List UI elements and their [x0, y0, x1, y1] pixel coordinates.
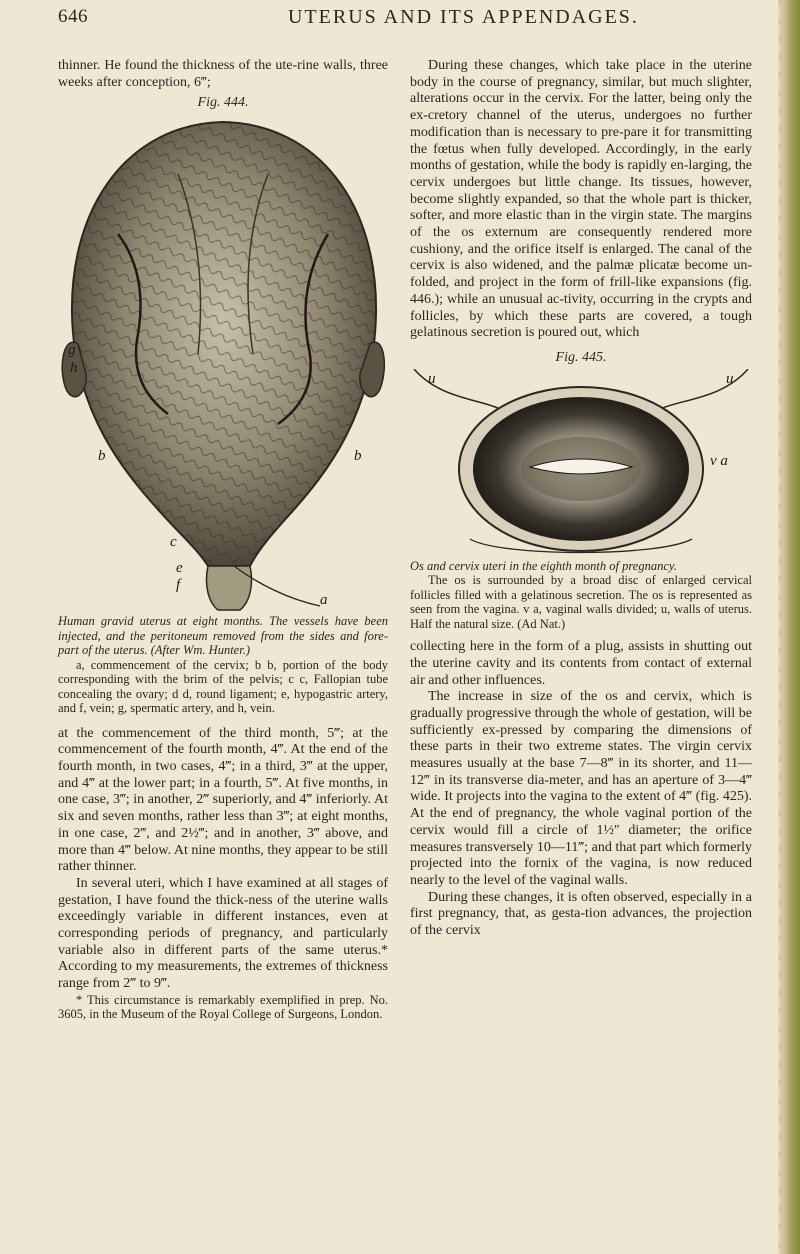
- figure-444-caption: Human gravid uterus at eight months. The vessels have been injected, and the peritoneum removed from the sides and fore-part of the uterus. (After Wm. Hunter.): [58, 614, 388, 658]
- intro-text: thinner. He found the thickness of the ute-rine walls, three weeks after conception, 6‴;: [58, 58, 388, 90]
- figure-445-os-cervix: [410, 369, 752, 559]
- figure-444-legend: a, commencement of the cervix; b b, portion of the body corresponding with the brim of the pelvis; c c, Fallopian tube concealing the ovary; d d, round ligament; e, hypogastric artery, and f, vein; g, spermatic artery, and h, vein.: [58, 657, 388, 716]
- running-head: UTERUS AND ITS APPENDAGES.: [288, 6, 639, 28]
- figure-444-label: Fig. 444.: [197, 95, 249, 111]
- right-paragraph-2: collecting here in the form of a plug, assists in shutting out the uterine cavity and its contents from contact of external air and other influences.: [410, 639, 752, 688]
- figure-445-legend: The os is surrounded by a broad disc of enlarged cervical follicles filled with a gelatinous secretion. The os is represented as seen from the vagina. v a, vaginal walls divided; u, walls of uterus. Half the natural size. (Ad Nat.): [410, 573, 752, 631]
- fig-letter-u-left: u: [428, 370, 436, 387]
- fig-letter-b-left: b: [98, 448, 106, 465]
- fig-letter-va: v a: [710, 452, 728, 469]
- page-edge-shadow: [778, 0, 800, 1254]
- figure-445-caption: Os and cervix uteri in the eighth month of pregnancy.: [410, 558, 677, 573]
- right-paragraph-3: The increase in size of the os and cervix, which is gradually progressive through the whole of gestation, will be sufficiently ex-pressed by comparing the dimensions of these parts in their two extreme states. The virgin cervix measures usually at the base 7—8‴ in its shorter, and 11—12‴ in its transverse dia-meter, and has an aperture of 3—4‴ wide. It projects into the vagina to the extent of 4‴ (fig. 425). At the end of pregnancy, the whole vaginal portion of the cervix would fill a circle of 1½″ diameter; the orifice measures transversely 10—11‴; and that part which formerly projected into the fornix of the vagina, is now reduced nearly to the level of the vaginal walls.: [410, 689, 752, 888]
- right-paragraph-4: During these changes, it is often observed, especially in a first pregnancy, that, as gesta-tion advances, the projection of the cervix: [410, 889, 752, 939]
- figure-445-label: Fig. 445.: [555, 349, 607, 365]
- fig-letter-u-right: u: [726, 370, 734, 387]
- fig-letter-c: c: [170, 534, 177, 551]
- fig-letter-h: h: [70, 360, 78, 377]
- figure-444-gravid-uterus: [58, 114, 388, 614]
- page-header: [58, 6, 758, 34]
- fig-letter-a: a: [320, 592, 328, 609]
- footnote: * This circumstance is remarkably exemplified in prep. No. 3605, in the Museum of the Royal College of Surgeons, London.: [58, 992, 388, 1022]
- fig-letter-e: e: [176, 560, 183, 577]
- left-column: [58, 58, 388, 1022]
- left-paragraph-2: In several uteri, which I have examined at all stages of gestation, I have found the thick-ness of the uterine walls exceedingly variable in different instances, even at corresponding periods of pregnancy, and particularly variable also in different parts of the same uterus.* According to my measurements, the extremes of thickness range from 2‴ to 9‴.: [58, 875, 388, 992]
- fig-letter-f: f: [176, 577, 181, 594]
- gravid-uterus-engraving: [58, 114, 388, 614]
- right-paragraph-1: During these changes, which take place in the uterine body in the course of pregnancy, similar, but much slighter, alterations occur in the cervix. For the latter, being only the ex-cretory channel of the uterus, undergoes no further modification than is necessary to pre-pare it for transmitting the fœtus when fully developed. Accordingly, in the early months of gestation, while the body is rapidly en-larging, the cervix undergoes but little change. Its tissues, however, become slightly expanded, so that the whole part is thicker, softer, and more elastic than in the virgin state. The margins of the os externum are consequently rendered more cushiony, and the orifice itself is enlarged. The canal of the cervix is also widened, and the palmæ plicatæ become un-folded, and project in the form of frill-like expansions (fig. 446.); while an unusual ac-tivity, occurring in the crypts and follicles, by which these parts are covered, a tough gelatinous secretion is poured out, which: [410, 58, 752, 341]
- page-number: 646: [58, 6, 88, 27]
- right-column: [410, 58, 752, 940]
- fig-letter-g: g: [68, 342, 76, 359]
- os-cervix-engraving: [410, 369, 752, 559]
- left-paragraph-1: at the commencement of the third month, 5‴; at the commencement of the fourth month, 4‴. At the end of the fourth month, in two cases, 4‴; in a third, 3‴ at the upper, and 4‴ at the lower part; in a fourth, 5‴. At five months, in one case, 3‴; in another, 2‴ superiorly, and 4‴ inferiorly. At six and seven months, rather less than 3‴; at eight months, in one case, 2‴, and 2½‴; and in another, 3‴ above, and more than 4‴ below. At nine months, they appear to be still rather thinner.: [58, 725, 388, 875]
- fig-letter-b-right: b: [354, 448, 362, 465]
